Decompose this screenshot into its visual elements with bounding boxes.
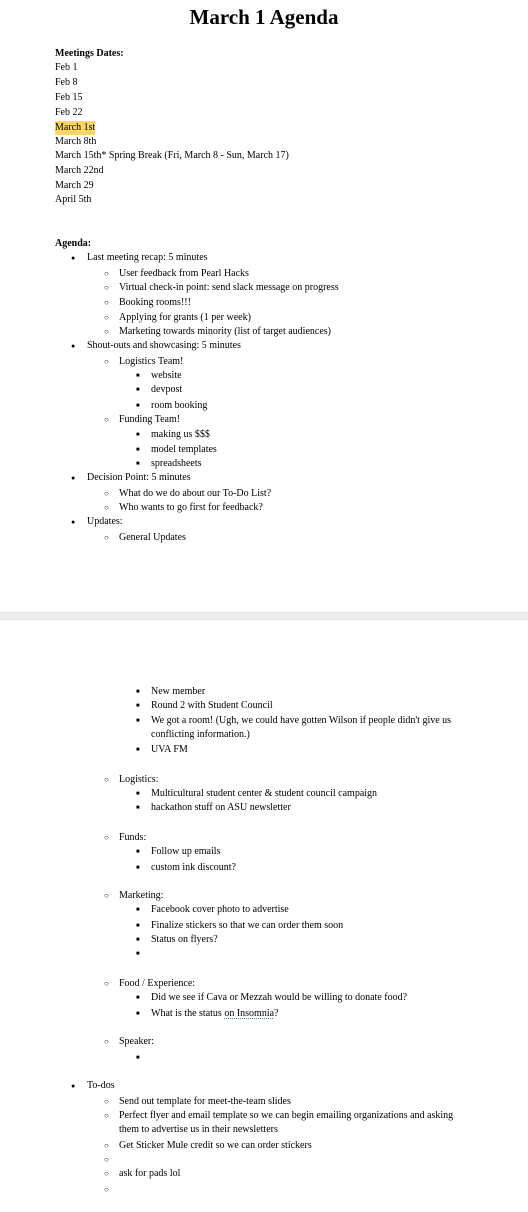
list-item: ■ website: [151, 369, 182, 383]
list-item: ○ Logistics:: [119, 773, 158, 787]
list-item: ■ Did we see if Cava or Mezzah would be willing to donate food?: [151, 991, 407, 1005]
list-item: ■ Follow up emails: [151, 845, 220, 859]
list-item: [151, 1007, 279, 1021]
list-item: ■ UVA FM: [151, 743, 188, 757]
meeting-date: March 29: [55, 180, 94, 191]
meeting-date: Feb 15: [55, 92, 83, 103]
list-item: ○ Speaker:: [119, 1035, 154, 1049]
list-item: ○ Who wants to go first for feedback?: [119, 501, 263, 515]
list-item: ○ Get Sticker Mule credit so we can order stickers: [119, 1139, 312, 1153]
meetings-heading: Meetings Dates:: [55, 48, 124, 59]
page-break: [0, 612, 528, 620]
list-item: ○ Perfect flyer and email template so we can begin emailing organizations and asking them to advertise us in their newsletters: [119, 1109, 459, 1137]
agenda-item-recap: ● Last meeting recap: 5 minutes: [87, 251, 208, 265]
list-item: ■ model templates: [151, 443, 217, 457]
meeting-date: Feb 8: [55, 77, 78, 88]
list-item: ○ Food / Experience:: [119, 977, 195, 991]
list-item: ○ Funds:: [119, 831, 146, 845]
list-item: ○ What do we do about our To-Do List?: [119, 487, 271, 501]
meeting-date: March 15th* Spring Break (Fri, March 8 - Sun, March 17): [55, 150, 289, 161]
list-item: ○ Marketing:: [119, 889, 163, 903]
page-title: March 1 Agenda: [189, 5, 339, 29]
agenda-item-todos: ● To-dos: [87, 1079, 115, 1093]
list-item: ■ Multicultural student center & student council campaign: [151, 787, 377, 801]
list-item: ■ hackathon stuff on ASU newsletter: [151, 801, 291, 815]
list-item: ○ Funding Team!: [119, 413, 180, 427]
list-item: ■ room booking: [151, 399, 207, 413]
list-item: ○ Booking rooms!!!: [119, 296, 191, 310]
list-item-text: ?: [274, 1008, 279, 1019]
list-item-text: What is the status: [151, 1008, 225, 1019]
meeting-date: April 5th: [55, 194, 92, 205]
list-item: ○ Marketing towards minority (list of target audiences): [119, 325, 331, 339]
list-item: ■ We got a room! (Ugh, we could have gotten Wilson if people didn't give us conflicting information.): [151, 714, 471, 742]
list-item: ○ Virtual check-in point: send slack message on progress: [119, 281, 339, 295]
list-item: ○ ask for pads lol: [119, 1167, 180, 1181]
list-item: ■ Status on flyers?: [151, 933, 218, 947]
list-item: ■ Round 2 with Student Council: [151, 699, 273, 713]
list-item: ○ Send out template for meet-the-team slides: [119, 1095, 291, 1109]
meeting-date-highlighted: March 1st: [55, 122, 96, 133]
list-item: ■ Facebook cover photo to advertise: [151, 903, 289, 917]
list-item: ■ spreadsheets: [151, 457, 202, 471]
list-item: ○ User feedback from Pearl Hacks: [119, 267, 249, 281]
list-item: ■ devpost: [151, 383, 182, 397]
document-page-2: [0, 620, 528, 1212]
list-item: ○ Logistics Team!: [119, 355, 183, 369]
list-item: ■ custom ink discount?: [151, 861, 236, 875]
meeting-date: Feb 1: [55, 62, 78, 73]
list-item: ■ New member: [151, 685, 205, 699]
spellcheck-underline-text: on Insomnia: [224, 1008, 275, 1019]
meeting-date: Feb 22: [55, 107, 83, 118]
meeting-date: March 22nd: [55, 165, 104, 176]
agenda-item-decision: ● Decision Point: 5 minutes: [87, 471, 191, 485]
list-item: ○ General Updates: [119, 531, 186, 545]
list-item: ○ Applying for grants (1 per week): [119, 311, 251, 325]
agenda-item-updates: ● Updates:: [87, 515, 123, 529]
agenda-heading: Agenda:: [55, 238, 92, 249]
meeting-date: March 8th: [55, 136, 97, 147]
list-item: ■ making us $$$: [151, 428, 210, 442]
agenda-item-shoutouts: ● Shout-outs and showcasing: 5 minutes: [87, 339, 241, 353]
list-item: ■ Finalize stickers so that we can order them soon: [151, 919, 343, 933]
